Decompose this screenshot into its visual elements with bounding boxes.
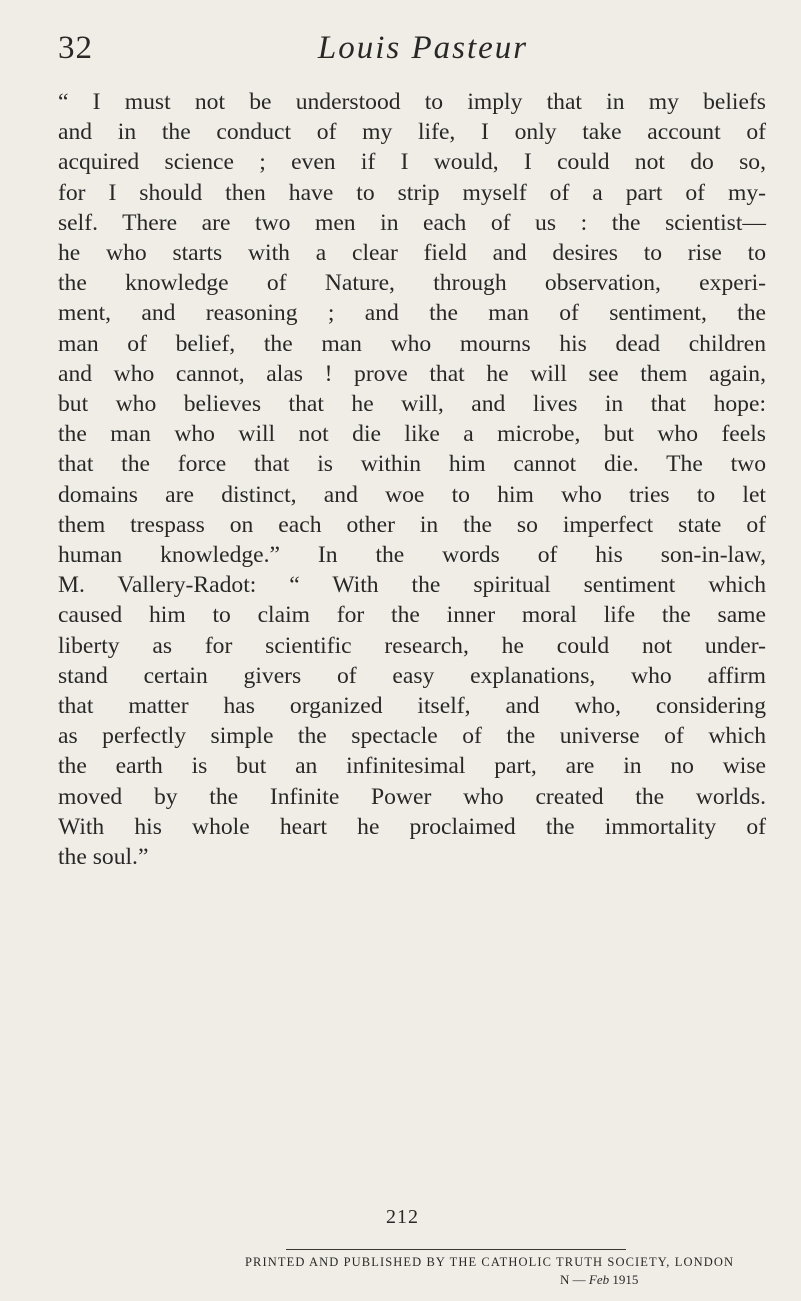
text-line: he who starts with a clear field and desires to rise to xyxy=(58,240,766,267)
text-line: the knowledge of Nature, through observation, experi- xyxy=(58,270,766,297)
text-line: but who believes that he will, and lives in that hope: xyxy=(58,391,766,418)
text-line: acquired science ; even if I would, I could not do so, xyxy=(58,149,766,176)
page-header xyxy=(58,30,758,70)
text-line: human knowledge.” In the words of his son-in-law, xyxy=(58,542,766,569)
text-line: liberty as for scientific research, he could not under- xyxy=(58,632,766,659)
text-line: as perfectly simple the spectacle of the universe of which xyxy=(58,723,766,750)
text-line: “ I must not be understood to imply that in my beliefs xyxy=(58,89,766,115)
imprint-month: Feb xyxy=(588,1272,610,1287)
text-line: the soul.” xyxy=(58,844,149,871)
text-line: self. There are two men in each of us : the scientist— xyxy=(58,209,766,236)
text-line: man of belief, the man who mourns his dead children xyxy=(58,330,766,357)
text-line: them trespass on each other in the so imperfect state of xyxy=(58,511,766,538)
footer-rule xyxy=(286,1249,626,1250)
text-line: and in the conduct of my life, I only take account of xyxy=(58,119,766,146)
text-line: moved by the Infinite Power who created the worlds. xyxy=(58,783,766,810)
text-line: ment, and reasoning ; and the man of sentiment, the xyxy=(58,300,766,327)
text-line: that matter has organized itself, and who, considering xyxy=(58,693,766,720)
text-line: stand certain givers of easy explanations, who affirm xyxy=(58,662,766,689)
body-text xyxy=(58,87,766,872)
text-line: caused him to claim for the inner moral life the same xyxy=(58,602,766,629)
text-line: the man who will not die like a microbe, but who feels xyxy=(58,421,766,448)
running-title: Louis Pasteur xyxy=(317,30,529,66)
text-line: for I should then have to strip myself of a part of my- xyxy=(58,179,766,206)
imprint-prefix: N — xyxy=(560,1272,586,1287)
text-line: the earth is but an infinitesimal part, are in no wise xyxy=(58,753,766,780)
text-line: M. Vallery-Radot: “ With the spiritual sentiment which xyxy=(58,572,766,599)
folio-mark: 212 xyxy=(386,1206,419,1228)
text-line: that the force that is within him cannot die. The two xyxy=(58,451,766,478)
imprint-date xyxy=(560,1272,638,1288)
printer-imprint: PRINTED AND PUBLISHED BY THE CATHOLIC TRUTH SOCIETY, LONDON xyxy=(245,1255,735,1269)
text-line: and who cannot, alas ! prove that he will see them again, xyxy=(58,360,766,387)
imprint-year: 1915 xyxy=(612,1272,639,1287)
page-number: 32 xyxy=(58,30,93,66)
text-line: With his whole heart he proclaimed the immortality of xyxy=(58,813,766,840)
text-line: domains are distinct, and woe to him who tries to let xyxy=(58,481,766,508)
